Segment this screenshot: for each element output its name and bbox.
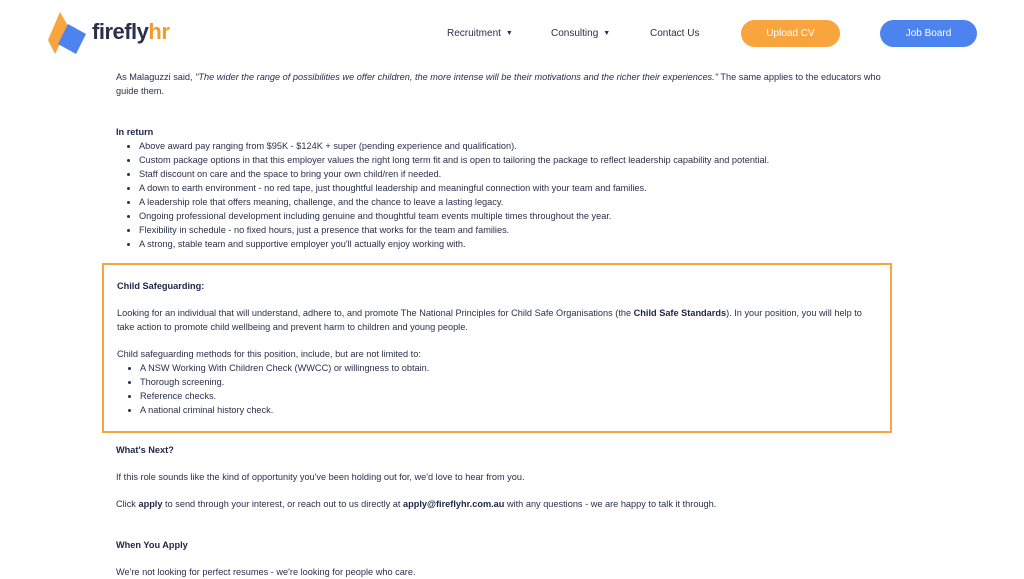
in-return-list — [116, 139, 896, 251]
job-description — [116, 70, 896, 251]
list-item: • A strong, stable team and supportive employer you'll actually enjoy working with. — [139, 237, 896, 251]
list-item: • A down to earth environment - no red tape, just thoughtful leadership and meaningful connection with your team and families. — [139, 181, 896, 195]
list-item: • Thorough screening. — [140, 375, 877, 389]
nav-contact-label: Contact Us — [650, 28, 700, 39]
when-you-apply-paragraph: We're not looking for perfect resumes - we're looking for people who care. — [116, 567, 416, 577]
apply-link[interactable]: apply — [138, 499, 163, 509]
when-you-apply-heading: When You Apply — [116, 540, 188, 550]
safeguarding-heading: Child Safeguarding: — [117, 281, 205, 291]
safeguarding-methods-list — [117, 361, 877, 417]
list-item: • Flexibility in schedule - no fixed hours, just a presence that works for the team and families. — [139, 223, 896, 237]
caret-down-icon: ▼ — [505, 30, 513, 37]
nav-recruitment-label: Recruitment — [447, 28, 501, 39]
list-item: • A national criminal history check. — [140, 403, 877, 417]
nav-consulting[interactable] — [551, 28, 610, 39]
apply-paragraph: Click apply to send through your interest, or reach out to us directly at apply@fireflyhr.com.au with any questions - we are happy to talk it through. — [116, 499, 717, 509]
job-board-button[interactable]: Job Board — [880, 20, 977, 47]
firefly-logo-icon — [42, 10, 90, 56]
list-item: • A leadership role that offers meaning, challenge, and the chance to leave a lasting legacy. — [139, 195, 896, 209]
whats-next-heading: What's Next? — [116, 445, 174, 455]
list-item: • Ongoing professional development including genuine and thoughtful team events multiple times throughout the year. — [139, 209, 896, 223]
nav-consulting-label: Consulting — [551, 28, 599, 39]
list-item: • Custom package options in that this employer values the right long term fit and is open to tailoring the package to reflect leadership capability and potential. — [139, 153, 896, 167]
list-item: • Staff discount on care and the space to bring your own child/ren if needed. — [139, 167, 896, 181]
in-return-heading: In return — [116, 127, 154, 137]
whats-next-section — [116, 443, 896, 579]
site-header — [0, 0, 1024, 66]
safeguarding-methods-intro: Child safeguarding methods for this position, include, but are not limited to: — [117, 349, 421, 359]
safeguarding-paragraph: Looking for an individual that will understand, adhere to, and promote The National Principles for Child Safe Organisations (the Child Safe Standards). In your position, you will help to take action to promote child wellbeing and prevent harm to children and young people. — [117, 308, 862, 332]
intro-paragraph: As Malaguzzi said, "The wider the range of possibilities we offer children, the more intense will be their motivations and the richer their experiences." The same applies to the educators who guide them. — [116, 72, 881, 96]
list-item: • A NSW Working With Children Check (WWCC) or willingness to obtain. — [140, 361, 877, 375]
fireflyhr-logo[interactable] — [42, 10, 177, 56]
child-safeguarding-box — [102, 263, 892, 433]
nav-recruitment[interactable] — [447, 28, 513, 39]
whats-next-paragraph: If this role sounds like the kind of opportunity you've been holding out for, we'd love to hear from you. — [116, 472, 525, 482]
nav-contact-us[interactable] — [650, 28, 699, 39]
logo-wordmark: fireflyhr — [92, 19, 170, 44]
upload-cv-button[interactable]: Upload CV — [741, 20, 840, 47]
list-item: • Reference checks. — [140, 389, 877, 403]
list-item: • Above award pay ranging from $95K - $124K + super (pending experience and qualification). — [139, 139, 896, 153]
email-link[interactable]: apply@fireflyhr.com.au — [403, 499, 505, 509]
caret-down-icon: ▼ — [603, 30, 611, 37]
